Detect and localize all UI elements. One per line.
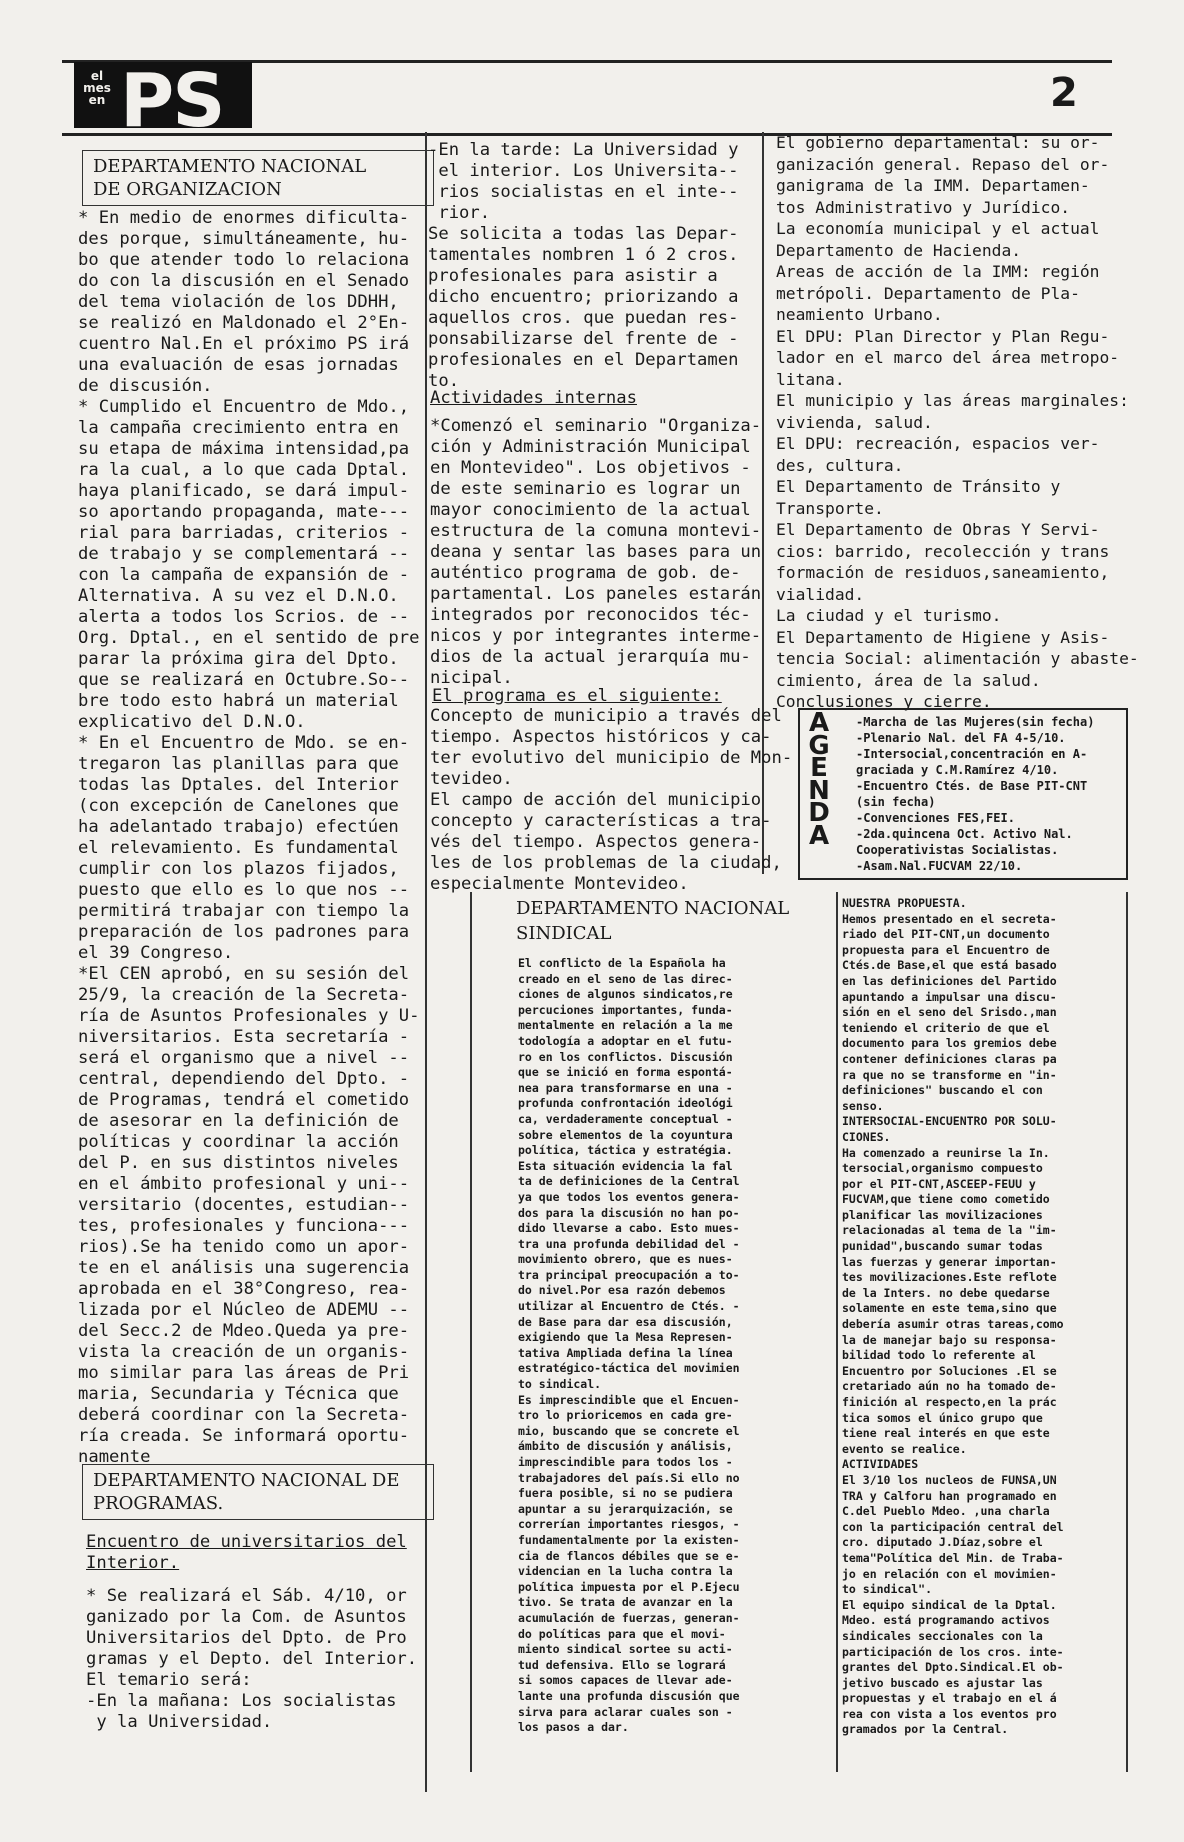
agenda-title: A G E N D A [808,708,830,851]
sindical-body: El conflicto de la Española ha creado en el seno de las direc- ciones de algunos sindicatos,re percuciones importantes, funda- mentalmente en relación a la me todología a adoptar en el futu- ro en los conflictos. Discusión que se inició en forma espontá- nea para transformarse en una - profunda confrontación ideológi ca, verdaderamente conceptual - sobre elementos de la coyuntura política, táctica y estratégia. Esta situación evidencia la fal ta de definiciones de la Central ya que todos los eventos genera- dos para la discusión no han po- dido llevarse a cabo. Esto mues- tra una profunda debilidad del - movimiento obrero, que es nues- tra principal preocupación a to- do nivel.Por esa razón debemos utilizar al Encuentro de Ctés. - de Base para dar esa discusión, exigiendo que la Mesa Represen- tativa Ampliada defina la línea estratégico-táctica del movimien to sindical. Es imprescindible que el Encuen- tro lo prioricemos en cada gre- mio, buscando que se concrete el ámbito de discusión y análisis, imprescindible para todos los - trabajadores del país.Si ello no fuera posible, si no se pudiera apuntar a su jerarquización, se correrían importantes riesgos, - fundamentalmente por la existen- cia de flancos débiles que se e- videncian en la lucha contra la política impuesta por el P.Ejecu tivo. Se trata de avanzar en la acumulación de fuerzas, generan- do políticas para que el movi- miento sindical sortee su acti- tud defensiva. Ello se logrará si somos capaces de llevar ade- lante una profunda discusión que sirva para aclarar cuales son - los pasos a dar. [518,956,740,1735]
heading-dept-sindical: DEPARTAMENTO NACIONAL SINDICAL [516,898,790,944]
col1-body: * En medio de enormes dificulta- des porque, simultáneamente, hu- bo que atender todo lo relaciona do con la discusión en el Senado del tema violación de los DDHH, se realizó en Maldonado el 2°En- cuentro Nal.En el próximo PS irá una evaluación de esas jornadas de discusión. * Cumplido el Encuentro de Mdo., la campaña crecimiento entra en su etapa de máxima intensidad,pa ra la cual, a lo que cada Dptal. haya planificado, se dará impul- so aportando propaganda, mate--- rial para barriadas, criterios - de trabajo y se complementará -- con la campaña de expansión de - Alternativa. A su vez el D.N.O. alerta a todos los Scrios. de -- Org. Dptal., en el sentido de pre parar la próxima gira del Dpto. que se realizará en Octubre.So-- bre todo esto habrá un material explicativo del D.N.O. * En el Encuentro de Mdo. se en- tregaron las planillas para que todas las Dptales. del Interior (con excepción de Canelones que ha adelantado trabajo) efectúen el relevamiento. Es fundamental cumplir con los plazos fijados, puesto que ello es lo que nos -- permitirá trabajar con tiempo la preparación de los padrones para el 39 Congreso. *El CEN aprobó, en su sesión del 25/9, la creación de la Secreta- ría de Asuntos Profesionales y U- niversitarios. Esta secretaría - será el organismo que a nivel -- central, dependiendo del Dpto. - de Programas, tendrá el cometido de asesorar en la definición de políticas y coordinar la acción del P. en sus distintos niveles en el ámbito profesional y uni-- versitario (docentes, estudian-- tes, profesionales y funciona--- rios).Se ha tenido como un apor- te en el análisis una sugerencia aprobada en el 38°Congreso, rea- lizada por el Núcleo de ADEMU -- del Secc.2 de Mdeo.Queda ya pre- vista la creación de un organis- mo similar para las áreas de Pri maria, Secundaria y Técnica que deberá coordinar con la Secreta- ría creada. Se informará oportu- namente [78,208,420,1467]
col2-body: -En la tarde: La Universidad y el interior. Los Universita-- rios socialistas en el inte-- rior. Se solicita a todas las Depar- tamentales nombren 1 ó 2 cros. profesionales para asistir a dicho encuentro; priorizando a aquellos cros. que puedan res- ponsabilizarse del frente de - profesionales en el Departamen to. [428,140,739,391]
sindical-frame-divider [836,892,838,1772]
sindical-frame-left [470,892,472,1772]
logo-ps-text: PS [120,58,224,144]
col2-body3: Concepto de municipio a través del tiempo. Aspectos históricos y ca- ter evolutivo del municipio de Mon- tevideo. El campo de acción del municipio concepto y características a tra- vés del tiempo. Aspectos genera- les de los problemas de la ciudad, especialmente Montevideo. [430,706,793,894]
col3-body: El gobierno departamental: su or- ganización general. Repaso del or- ganigrama de la IMM. Departamen- tos Administrativo y Jurídico. La economía municipal y el actual Departamento de Hacienda. Areas de acción de la IMM: región metrópoli. Departamento de Pla- neamiento Urbano. El DPU: Plan Director y Plan Regu- lador en el marco del área metropo- litana. El municipio y las áreas marginales: vivienda, salud. El DPU: recreación, espacios ver- des, cultura. El Departamento de Tránsito y Transporte. El Departamento de Obras Y Servi- cios: barrido, recolección y trans formación de residuos,saneamiento, vialidad. La ciudad y el turismo. El Departamento de Higiene y Asis- tencia Social: alimentación y abaste- cimiento, área de la salud. Conclusiones y cierre. [776,133,1139,711]
column-divider-left [425,132,427,1792]
heading-programa: El programa es el siguiente: [432,686,722,706]
agenda-items: -Marcha de las Mujeres(sin fecha) -Plenario Nal. del FA 4-5/10. -Intersocial,concentración en A- graciada y C.M.Ramírez 4/10. -Encuentro Ctés. de Base PIT-CNT (sin fecha) -Convenciones FES,FEI. -2da.quincena Oct. Activo Nal. Cooperativistas Socialistas. -Asam.Nal.FUCVAM 22/10. [856,715,1095,873]
subheading-encuentro-universitarios: Encuentro de universitarios del Interior. [86,1532,407,1573]
page-number: 2 [1050,70,1078,116]
col1-body2: * Se realizará el Sáb. 4/10, or ganizado por la Com. de Asuntos Universitarios del Dpto. de Pro gramas y el Depto. del Interior. El temario será: -En la mañana: Los socialistas y la Universidad. [86,1586,418,1732]
heading-actividades-internas: Actividades internas [430,388,637,408]
logo-small-text: el mes en [83,69,111,107]
col2-body2: *Comenzó el seminario "Organiza- ción y Administración Municipal en Montevideo". Los objetivos - de este seminario es lograr un mayor conocimiento de la actual estructura de la comuna montevi- deana y sentar las bases para un auténtico programa de gob. de- partamental. Los paneles estarán integrados por reconocidos téc- nicos y por integrantes interme- dios de la actual jerarquía mu- nicipal. [430,416,762,688]
sindical-right-body: NUESTRA PROPUESTA. Hemos presentado en el secreta- riado del PIT-CNT,un documento propuesta para el Encuentro de Ctés.de Base,el que está basado en las definiciones del Partido apuntando a impulsar una discu- sión en el seno del Srisdo.,man teniendo el criterio de que el documento para los gremios debe contener definiciones claras pa ra que no se transforme en "in- definiciones" buscando el con senso. INTERSOCIAL-ENCUENTRO POR SOLU- CIONES. Ha comenzado a reunirse la In. tersocial,organismo compuesto por el PIT-CNT,ASCEEP-FEUU y FUCVAM,que tiene como cometido planificar las movilizaciones relacionadas al tema de la "im- punidad",buscando sumar todas las fuerzas y generar importan- tes movilizaciones.Este reflote de la Inters. no debe quedarse solamente en este tema,sino que debería asumir otras tareas,como la de manejar bajo su responsa- bilidad todo lo referente al Encuentro por Soluciones .El se cretariado aún no ha tomado de- finición al respecto,en la prác tica somos el único grupo que tiene real interés en que este evento se realice. ACTIVIDADES El 3/10 los nucleos de FUNSA,UN TRA y Calforu han programado en C.del Pueblo Mdeo. ,una charla con la participación central del cro. diputado J.Díaz,sobre el tema"Política del Min. de Traba- jo en relación con el movimien- to sindical". El equipo sindical de la Dptal. Mdeo. está programando activos sindicales seccionales con la participación de los cros. inte- grantes del Dpto.Sindical.El ob- jetivo buscado es ajustar las propuestas y el trabajo en el á rea con vista a los eventos pro gramados por la Central. [842,896,1064,1737]
sindical-frame-right [1126,892,1128,1772]
heading-dept-programas: DEPARTAMENTO NACIONAL DE PROGRAMAS. [82,1464,434,1520]
heading-dept-organizacion: DEPARTAMENTO NACIONAL DE ORGANIZACION [82,150,434,206]
